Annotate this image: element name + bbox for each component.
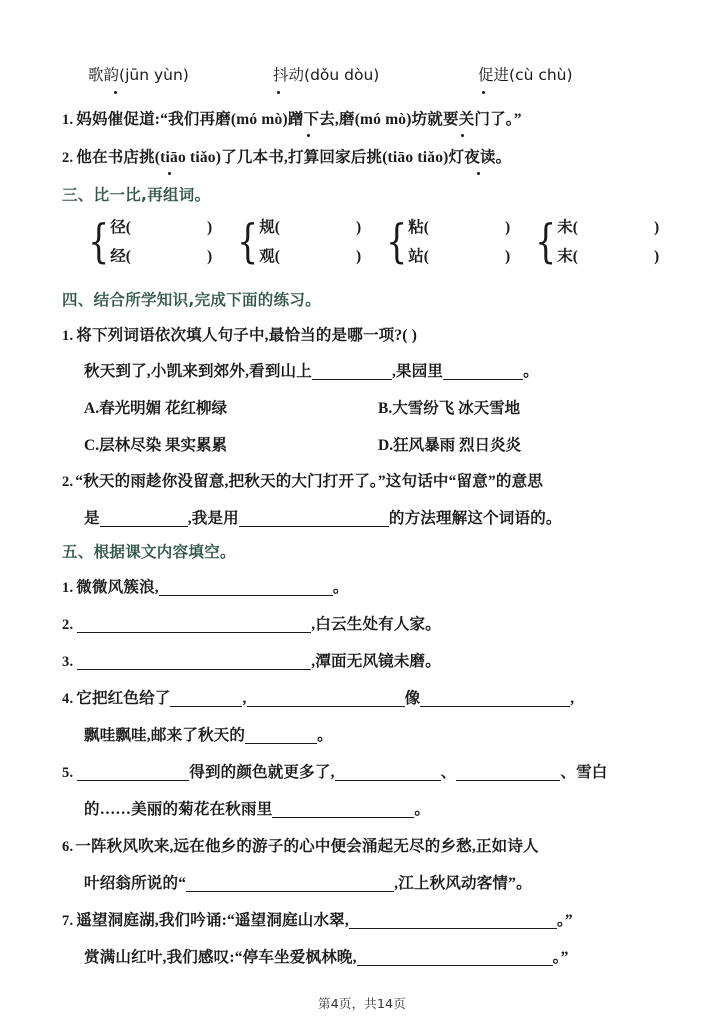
character-label: 径( [110, 218, 131, 236]
answer-blank[interactable] [247, 691, 405, 707]
sentence-part: ,我是用 [187, 510, 239, 528]
word-pair-row [408, 220, 510, 236]
pinyin-word-2: 抖动 [273, 66, 305, 84]
sentence-part: 。 [414, 801, 431, 819]
pinyin-sentence-1 [62, 112, 522, 128]
paren-close: ) [355, 248, 362, 265]
section-five-item-6-line2 [84, 876, 532, 892]
page-footer: 第4页，共14页 [318, 996, 406, 1011]
emphasis-dot-icon [168, 172, 171, 175]
sentence-part: 。” [556, 912, 573, 930]
word-pair-group-2 [233, 213, 361, 271]
emphasis-dot-icon [477, 172, 480, 175]
character-label: 观( [259, 248, 280, 265]
paren-close: ) [653, 218, 660, 236]
brace-icon: { [88, 214, 110, 269]
sentence-part: 秋天到了,小凯来到郊外,看到山上 [84, 363, 312, 381]
sentence-part: 。” [552, 949, 569, 967]
section-five-item-6-line1 [62, 839, 539, 855]
item-number: 6. [62, 839, 74, 855]
section-five-item-2 [62, 617, 441, 633]
paren-close: ) [355, 218, 362, 236]
option-label: B. [378, 400, 393, 417]
answer-blank[interactable] [239, 511, 389, 527]
item-number: 2. [62, 150, 74, 166]
brace-icon: { [237, 214, 259, 269]
character-label: 站( [408, 248, 429, 265]
sentence-part: 。 [317, 727, 333, 745]
sentence-part: , [570, 690, 575, 708]
sentence-part: 。 [332, 579, 349, 597]
emphasis-dot-icon [277, 91, 280, 94]
sentence-part: 它把红色给了 [76, 690, 171, 708]
section-five-item-4-line2 [84, 728, 333, 744]
section-four-q1-stem [62, 328, 417, 344]
pinyin-word-1: 歌韵 [88, 66, 120, 84]
sentence-part: 、 [440, 764, 457, 782]
emphasis-dot-icon [461, 134, 464, 137]
answer-blank[interactable] [443, 364, 523, 380]
answer-blank[interactable] [245, 728, 317, 744]
item-number: 4. [62, 691, 74, 708]
sentence-part: 遥望洞庭湖,我们吟诵:“遥望洞庭山水翠, [76, 912, 349, 930]
character-label: 未( [557, 218, 578, 236]
word-pair-row [259, 249, 361, 265]
answer-blank[interactable] [159, 580, 333, 596]
option-c[interactable] [84, 438, 227, 454]
sentence-part: 得到的颜色就更多了, [189, 764, 335, 782]
option-text: 春光明媚 花红柳绿 [99, 400, 227, 417]
sentence-part: , [242, 690, 247, 708]
answer-blank[interactable] [349, 913, 557, 929]
section-heading-four: 四、结合所学知识,完成下面的练习。 [62, 291, 321, 309]
section-five-item-5-line2 [84, 802, 430, 818]
item-number: 3. [62, 654, 74, 671]
answer-blank[interactable] [77, 654, 311, 670]
sentence-part: 是 [84, 510, 100, 528]
sentence-part: ,白云生处有人家。 [311, 616, 441, 634]
item-number: 1. [62, 580, 74, 597]
answer-blank[interactable] [272, 802, 414, 818]
option-label: C. [84, 437, 100, 454]
pinyin-item-3 [478, 68, 573, 84]
sentence-part: ,潭面无风镜未磨。 [311, 653, 441, 671]
word-pair-group-3 [382, 213, 510, 271]
paren-close: ) [504, 248, 511, 265]
paren-close: ) [206, 248, 213, 265]
section-five-item-4-line1 [62, 691, 574, 707]
pinyin-item-1 [88, 68, 189, 84]
sentence-part: 飘哇飘哇,邮来了秋天的 [84, 727, 246, 745]
pinyin-choices-1: (jūn yùn) [119, 66, 189, 84]
word-pair-row [408, 249, 510, 265]
answer-blank[interactable] [100, 511, 188, 527]
answer-blank[interactable] [170, 691, 242, 707]
answer-blank[interactable] [77, 617, 311, 633]
section-heading-three: 三、比一比,再组词。 [62, 186, 211, 204]
sentence-part: 的方法理解这个词语的。 [388, 510, 562, 528]
option-d[interactable] [378, 438, 521, 454]
sentence-part: 赏满山红叶,我们感叹:“停车坐爱枫林晚, [84, 949, 357, 967]
word-pair-row [110, 249, 212, 265]
answer-blank[interactable] [77, 765, 189, 781]
sentence-part: 叶绍翁所说的“ [84, 875, 187, 893]
emphasis-dot-icon [307, 134, 310, 137]
option-label: D. [378, 437, 394, 454]
pinyin-item-2 [273, 68, 379, 84]
emphasis-dot-icon [114, 91, 117, 94]
item-number: 5. [62, 765, 74, 782]
paren-close: ) [653, 248, 660, 265]
section-five-item-3 [62, 654, 441, 670]
item-number: 1. [62, 328, 74, 344]
word-pair-group-1 [84, 213, 212, 271]
word-pair-row [557, 220, 659, 236]
section-four-q1-sentence [84, 364, 539, 380]
word-pair-row [110, 220, 212, 236]
sentence-part: 微微风簇浪, [76, 579, 159, 597]
word-pair-group-4 [531, 213, 659, 271]
answer-blank[interactable] [357, 950, 553, 966]
answer-blank[interactable] [335, 765, 441, 781]
word-pair-row [557, 249, 659, 265]
sentence-text: 他在书店挑(tiāo tiǎo)了几本书,打算回家后挑(tiāo tiǎo)灯夜读。 [76, 149, 512, 166]
question-text: “秋天的雨趁你没留意,把秋天的大门打开了。”这句话中“留意”的意思 [75, 473, 544, 490]
brace-icon: { [386, 214, 408, 269]
section-five-item-7-line2 [84, 950, 569, 966]
option-text: 层林尽染 果实累累 [99, 437, 227, 454]
question-text: 将下列词语依次填人句子中,最恰当的是哪一项?( ) [76, 327, 418, 344]
sentence-part: 、雪白 [560, 764, 608, 782]
pinyin-sentence-2 [62, 150, 511, 166]
answer-blank[interactable] [420, 691, 570, 707]
item-number: 2. [62, 474, 74, 490]
sentence-part: 像 [404, 690, 421, 708]
paren-close: ) [206, 218, 213, 236]
option-text: 大雪纷飞 冰天雪地 [392, 400, 521, 417]
character-label: 末( [557, 248, 578, 265]
option-b[interactable] [378, 401, 520, 417]
sentence-part: 。 [523, 363, 539, 381]
sentence-part: 的……美丽的菊花在秋雨里 [84, 801, 273, 819]
item-number: 1. [62, 112, 74, 128]
pinyin-choices-2: (dǒu dòu) [304, 66, 380, 84]
section-five-item-1 [62, 580, 349, 596]
answer-blank[interactable] [456, 765, 560, 781]
option-label: A. [84, 400, 100, 417]
pinyin-word-3: 促进 [478, 66, 510, 84]
word-pair-row [259, 220, 361, 236]
character-label: 经( [110, 248, 131, 265]
sentence-part: 一阵秋风吹来,远在他乡的游子的心中便会涌起无尽的乡愁,正如诗人 [75, 838, 539, 855]
section-four-q2-line2 [84, 511, 562, 527]
character-label: 粘( [408, 218, 429, 236]
section-heading-five: 五、根据课文内容填空。 [62, 543, 236, 561]
character-label: 规( [259, 218, 280, 236]
item-number: 2. [62, 617, 74, 634]
sentence-text: 妈妈催促道:“我们再磨(mó mò)蹭下去,磨(mó mò)坊就要关门了。” [76, 111, 522, 128]
pinyin-choices-3: (cù chù) [509, 66, 573, 84]
section-four-q2-line1 [62, 474, 543, 490]
option-text: 狂风暴雨 烈日炎炎 [393, 437, 521, 454]
answer-blank[interactable] [312, 364, 392, 380]
option-a[interactable] [84, 401, 227, 417]
sentence-part: ,江上秋风动客情”。 [394, 875, 532, 893]
item-number: 7. [62, 913, 74, 930]
section-five-item-7-line1 [62, 913, 573, 929]
section-five-item-5-line1 [62, 765, 607, 781]
sentence-part: ,果园里 [391, 363, 444, 381]
paren-close: ) [504, 218, 511, 236]
answer-blank[interactable] [186, 876, 394, 892]
emphasis-dot-icon [482, 91, 485, 94]
brace-icon: { [535, 214, 557, 269]
